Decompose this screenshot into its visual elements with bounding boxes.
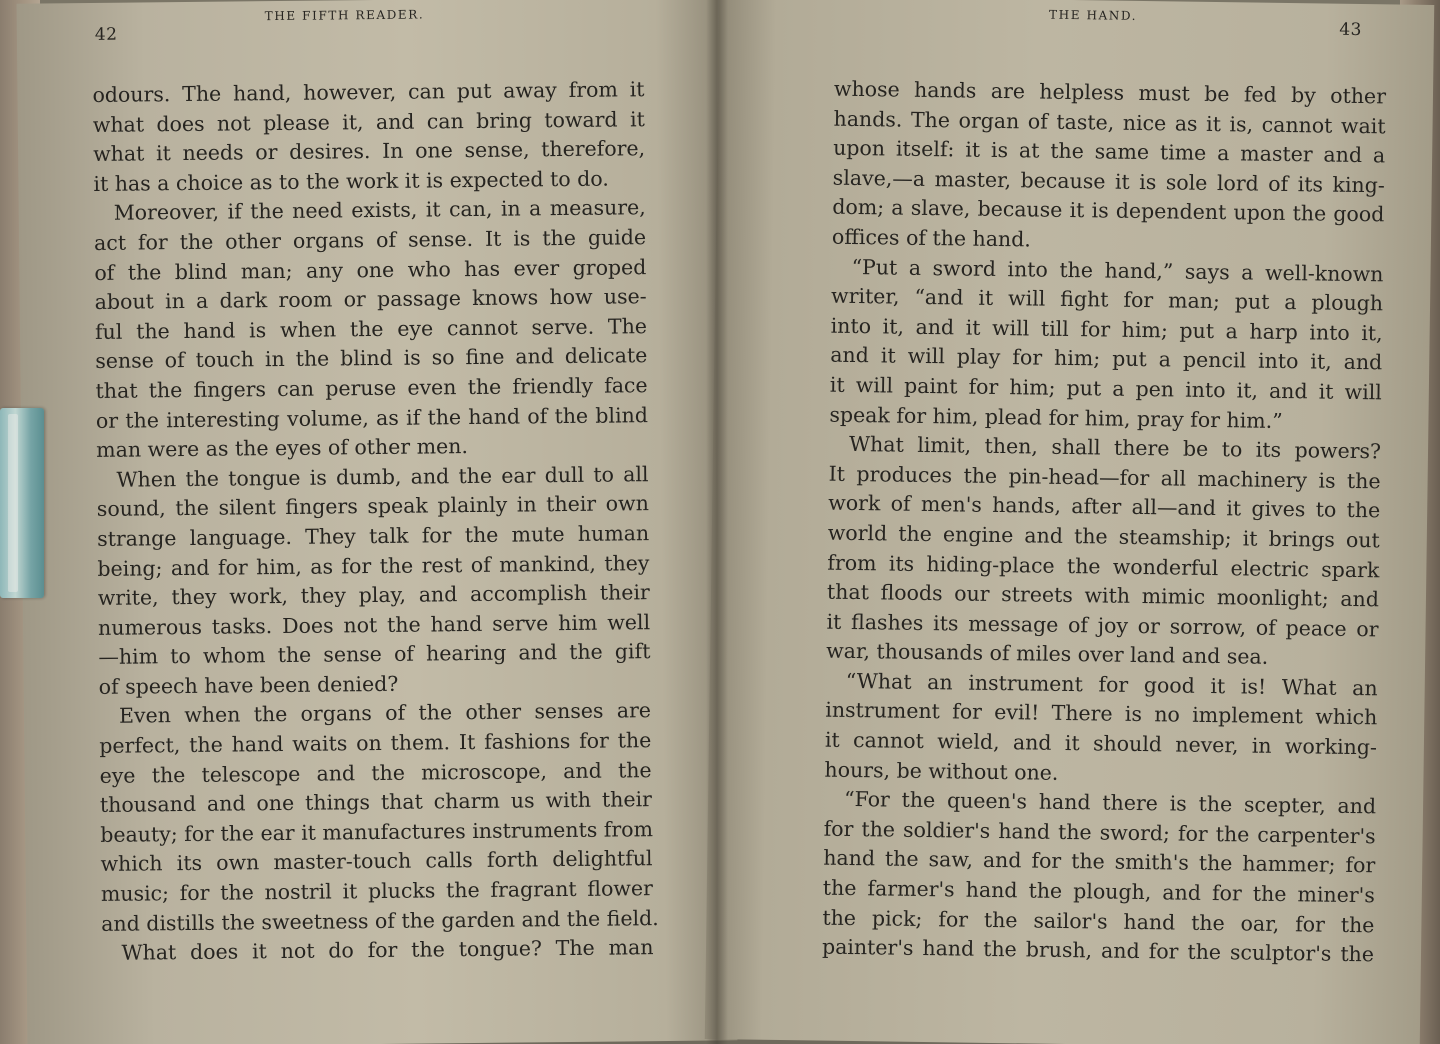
right-page-text (822, 75, 1386, 970)
text-line: eye the telescope and the microscope, and the (99, 757, 652, 788)
text-line: “Put a sword into the hand,” says a well-known (851, 254, 1384, 286)
right-page-number: 43 (1339, 19, 1363, 41)
page-clip (0, 408, 44, 598)
text-line: world the engine and the steamship; it brings out (827, 520, 1380, 553)
text-line: of the blind man; any one who has ever groped (94, 254, 647, 285)
text-line: it flashes its message of joy or sorrow, of peace or (826, 609, 1379, 642)
text-line: writer, “and it will fight for man; put a plough (830, 283, 1384, 316)
right-running-head: THE HAND. (1048, 7, 1138, 23)
text-line: from its hiding-place the wonderful electric spark (827, 550, 1380, 582)
text-line: the farmer's hand the plough, and for the miner's (822, 875, 1375, 908)
text-line: upon itself: it is at the same time a master and a (833, 135, 1386, 168)
text-line: man were as the eyes of other men. (96, 434, 469, 463)
left-page-text (92, 75, 659, 969)
text-line: or the interesting volume, as if the hand of the blind (95, 402, 649, 433)
text-line: odours. The hand, however, can put away from it (92, 77, 645, 107)
text-line: being; and for him, as for the rest of mankind, they (97, 550, 650, 581)
text-line: ful the hand is when the eye cannot serve. The (94, 313, 648, 344)
left-running-head: THE FIFTH READER. (264, 7, 425, 24)
text-line: of speech have been denied? (98, 671, 399, 699)
text-line: speak for him, plead for him, pray for him.” (829, 402, 1283, 433)
text-line: When the tongue is dumb, and the ear dull to all (116, 461, 649, 492)
text-line: war, thousands of miles over land and sea. (826, 638, 1269, 670)
text-line: strange language. They talk for the mute human (97, 521, 650, 551)
text-line: beauty; for the ear it manufactures instruments from (100, 816, 654, 847)
text-line: offices of the hand. (831, 224, 1032, 252)
text-line: sense of touch in the blind is so fine and delicate (95, 343, 648, 374)
text-line: slave,—a master, because it is sole lord of its king- (832, 165, 1385, 198)
text-line: numerous tasks. Does not the hand serve him well (97, 609, 651, 640)
text-line: and distills the sweetness of the garden and the field. (101, 905, 659, 936)
text-line: “What an instrument for good it is! What an (845, 668, 1378, 701)
text-line: hand the saw, and for the smith's the hammer; for (823, 846, 1376, 878)
text-line: and it will play for him; put a pencil into it, and (830, 342, 1383, 375)
text-line: hands. The organ of taste, nice as it is, cannot wait (833, 106, 1386, 138)
text-line: for the soldier's hand the sword; for the carpenter's (823, 816, 1376, 849)
text-line: act for the other organs of sense. It is the guide (93, 225, 647, 255)
text-line: the pick; for the sailor's hand the oar, for the (822, 905, 1375, 937)
text-line: perfect, the hand waits on them. It fashions for the (99, 728, 652, 758)
text-line: instrument for evil! There is no implement which (825, 698, 1378, 730)
text-line: whose hands are helpless must be fed by other (833, 76, 1387, 109)
text-line: music; for the nostril it plucks the fragrant flower (100, 876, 653, 906)
left-page (17, 0, 738, 1044)
text-line: it cannot wield, and it should never, in working- (824, 727, 1378, 760)
text-line: that floods our streets with mimic moonlight; and (826, 579, 1380, 612)
text-line: work of men's hands, after all—and it gives to the (828, 490, 1381, 523)
text-line: It produces the pin-head—for all machinery is the (828, 461, 1381, 494)
text-line: it will paint for him; put a pen into it, and it will (829, 372, 1383, 405)
text-line: which its own master-touch calls forth delightful (100, 846, 653, 877)
text-line: Moreover, if the need exists, it can, in a measure, (113, 195, 646, 226)
text-line: “For the queen's hand there is the scepter, and (843, 787, 1377, 819)
text-line: about in a dark room or passage knows how use- (94, 284, 647, 315)
left-page-number: 42 (94, 24, 118, 45)
text-line: painter's hand the brush, and for the sculptor's the (821, 934, 1375, 967)
text-line: it has a choice as to the work it is expected to do. (93, 166, 609, 196)
text-line: write, they work, they play, and accomplish their (97, 580, 650, 611)
text-line: into it, and it will till for him; put a harp into it, (830, 313, 1383, 346)
text-line: what does not please it, and can bring toward it (92, 106, 645, 137)
text-line: dom; a slave, because it is dependent upon the good (832, 195, 1385, 227)
text-line: hours, be without one. (824, 757, 1059, 785)
text-line: —him to whom the sense of hearing and the gift (98, 639, 651, 670)
text-line: that the fingers can peruse even the friendly face (95, 373, 648, 403)
text-line: What limit, then, shall there be to its powers? (848, 432, 1382, 464)
right-page (705, 0, 1435, 1044)
text-line: What does it not do for the tongue? The man (121, 935, 654, 965)
text-line: sound, the silent fingers speak plainly in their own (96, 491, 649, 522)
text-line: what it needs or desires. In one sense, therefore, (93, 136, 646, 167)
text-line: thousand and one things that charm us with their (99, 787, 653, 818)
text-line: Even when the organs of the other senses are (118, 698, 652, 729)
